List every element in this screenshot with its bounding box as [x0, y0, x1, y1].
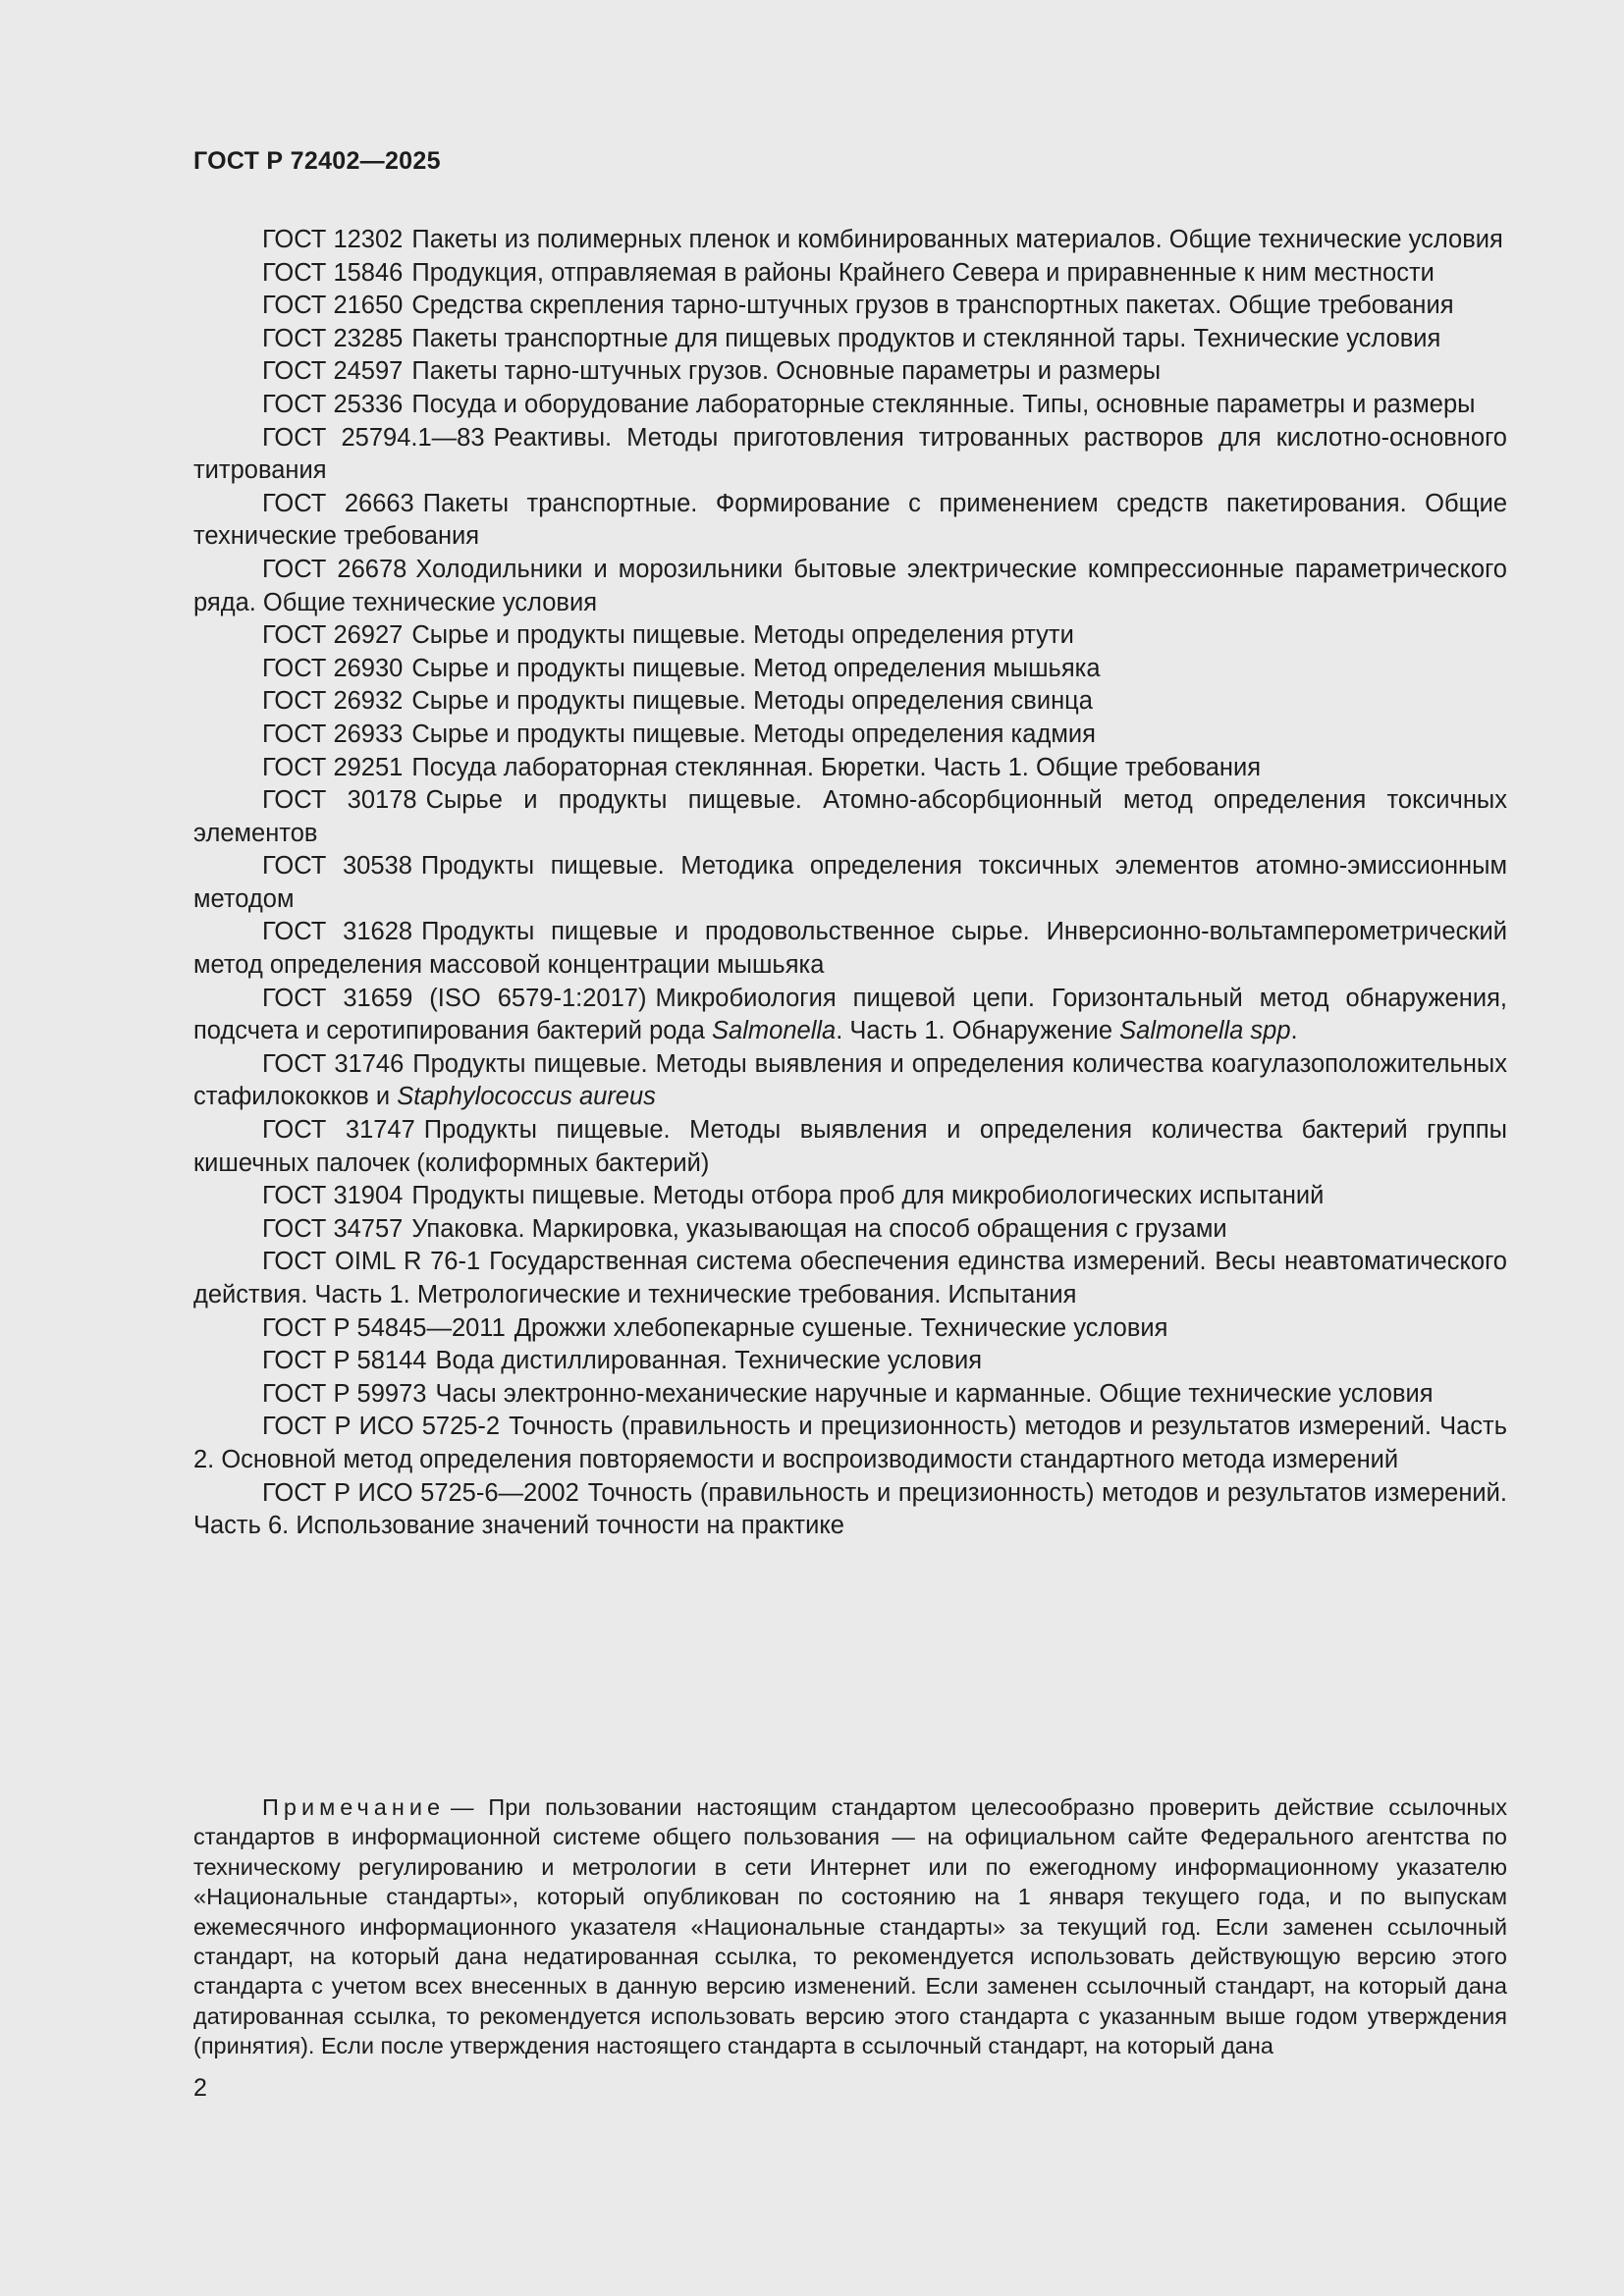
reference-item — [193, 1378, 1507, 1412]
reference-code: ГОСТ 29251 — [262, 753, 404, 781]
reference-title: Продукты пищевые. Методы выявления и определения количества коагулазоположительных стафилококков и — [193, 1049, 1507, 1111]
reference-item — [193, 1048, 1507, 1114]
reference-item — [193, 983, 1507, 1048]
reference-item — [193, 554, 1507, 619]
reference-item — [193, 1477, 1507, 1543]
reference-item — [193, 355, 1507, 389]
reference-code: ГОСТ 26933 — [262, 720, 404, 748]
reference-code: ГОСТ Р ИСО 5725-6—2002 — [262, 1478, 579, 1507]
reference-item — [193, 784, 1507, 850]
reference-code: ГОСТ 31628 — [262, 918, 413, 946]
reference-item — [193, 488, 1507, 554]
reference-code: ГОСТ 30178 — [262, 786, 417, 815]
reference-title: Средства скрепления тарно-штучных грузов в транспортных пакетах. Общие требования — [411, 292, 1454, 320]
reference-code: ГОСТ 26927 — [262, 621, 404, 650]
reference-code: ГОСТ 31904 — [262, 1182, 404, 1210]
reference-item — [193, 653, 1507, 686]
reference-title: Продукты пищевые. Методика определения токсичных элементов атомно-эмиссионным методом — [193, 852, 1507, 913]
reference-code: ГОСТ 31659 (ISO 6579-1:2017) — [262, 984, 647, 1012]
reference-code: ГОСТ 15846 — [262, 258, 404, 287]
reference-item — [193, 224, 1507, 257]
reference-title: Точность (правильность и прецизионность) методов и результатов измерений. Часть 2. Основной метод определения повторяемости и воспроизводимости стандартного метода измерений — [193, 1413, 1508, 1473]
reference-title: Сырье и продукты пищевые. Методы определения кадмия — [411, 720, 1096, 748]
reference-code: ГОСТ 12302 — [262, 226, 404, 253]
reference-code: ГОСТ Р ИСО 5725-2 — [262, 1413, 501, 1441]
reference-code: ГОСТ 21650 — [262, 292, 404, 320]
reference-code: ГОСТ 25794.1—83 — [262, 423, 485, 452]
reference-code: ГОСТ 24597 — [262, 357, 404, 386]
reference-title: Пакеты тарно-штучных грузов. Основные параметры и размеры — [411, 357, 1162, 386]
reference-item — [193, 290, 1507, 323]
reference-title: . Часть 1. Обнаружение — [836, 1017, 1120, 1045]
reference-item — [193, 916, 1507, 982]
reference-title: Посуда и оборудование лабораторные стеклянные. Типы, основные параметры и размеры — [411, 390, 1476, 418]
reference-code: ГОСТ 30538 — [262, 852, 412, 881]
reference-item — [193, 1180, 1507, 1213]
reference-title: Продукция, отправляемая в районы Крайнего Севера и приравненные к ним местности — [411, 258, 1435, 287]
reference-item — [193, 1411, 1507, 1476]
reference-code: ГОСТ 26678 — [262, 555, 407, 583]
reference-title: Государственная система обеспечения единства измерений. Весы неавтоматического действия. Часть 1. Метрологические и технические требования. Испытания — [193, 1248, 1507, 1308]
reference-title: Пакеты транспортные. Формирование с применением средств пакетирования. Общие технические требования — [193, 489, 1508, 551]
reference-title-italic: Salmonella — [712, 1017, 837, 1045]
reference-title: Точность (правильность и прецизионность) методов и результатов измерений. Часть 6. Использование значений точности на практике — [193, 1478, 1507, 1540]
reference-title: Продукты пищевые. Методы отбора проб для микробиологических испытаний — [411, 1182, 1325, 1210]
reference-code: ГОСТ 26932 — [262, 687, 404, 716]
reference-item — [193, 1213, 1507, 1247]
reference-code: ГОСТ 26663 — [262, 489, 414, 517]
reference-item — [193, 257, 1507, 291]
page-number: 2 — [193, 2074, 207, 2102]
reference-code: ГОСТ 25336 — [262, 390, 404, 418]
reference-item — [193, 752, 1507, 785]
reference-code: ГОСТ 23285 — [262, 324, 404, 352]
reference-title: . — [1290, 1017, 1298, 1045]
reference-code: ГОСТ Р 58144 — [262, 1347, 427, 1375]
reference-item — [193, 389, 1507, 422]
reference-title: Сырье и продукты пищевые. Методы определения свинца — [411, 687, 1093, 716]
reference-code: ГОСТ 34757 — [262, 1214, 404, 1243]
document-header: ГОСТ Р 72402—2025 — [193, 147, 441, 175]
reference-title: Сырье и продукты пищевые. Методы определения ртути — [411, 621, 1074, 650]
reference-item — [193, 850, 1507, 916]
reference-item — [193, 1114, 1507, 1180]
reference-code: ГОСТ 26930 — [262, 654, 404, 682]
note-label: Примечание — [262, 1794, 446, 1820]
reference-code: ГОСТ 31747 — [262, 1116, 415, 1145]
reference-code: ГОСТ 31746 — [262, 1049, 405, 1078]
normative-references-list — [193, 224, 1507, 1543]
reference-code: ГОСТ Р 59973 — [262, 1379, 427, 1408]
reference-title: Сырье и продукты пищевые. Атомно-абсорбционный метод определения токсичных элементов — [193, 786, 1507, 847]
reference-code: ГОСТ OIML R 76-1 — [262, 1248, 481, 1276]
reference-title: Часы электронно-механические наручные и карманные. Общие технические условия — [435, 1379, 1434, 1408]
reference-title: Пакеты из полимерных пленок и комбинированных материалов. Общие технические условия — [411, 226, 1503, 253]
reference-item — [193, 619, 1507, 653]
reference-item — [193, 1246, 1507, 1311]
reference-title-italic: Salmonella spp — [1119, 1017, 1291, 1045]
reference-title: Продукты пищевые. Методы выявления и определения количества бактерий группы кишечных палочек (колиформных бактерий) — [193, 1116, 1507, 1177]
note-text: — При пользовании настоящим стандартом целесообразно проверить действие ссылочных стандартов в информационной системе общего пользования — на официальном сайте Федерального агентства по техническому регулированию и метрологии в сети Интернет или по ежегодному информационному указателю «Национальные стандарты», который опубликован по состоянию на 1 января текущего года, и по выпускам ежемесячного информационного указателя «Национальные стандарты» за текущий год. Если заменен ссылочный стандарт, на который дана недатированная ссылка, то рекомендуется использовать действующую версию этого стандарта с учетом всех внесенных в данную версию изменений. Если заменен ссылочный стандарт, на который дана датированная ссылка, то рекомендуется использовать версию этого стандарта с указанным выше годом утверждения (принятия). Если после утверждения настоящего стандарта в ссылочный стандарт, на который дана — [193, 1794, 1507, 2059]
reference-title: Дрожжи хлебопекарные сушеные. Технические условия — [514, 1313, 1168, 1342]
reference-title: Микробиология пищевой цепи. Горизонтальный метод обнаружения, подсчета и серотипирования бактерий рода — [193, 984, 1507, 1045]
reference-item — [193, 719, 1507, 752]
reference-title: Вода дистиллированная. Технические условия — [435, 1347, 983, 1375]
reference-title: Упаковка. Маркировка, указывающая на способ обращения с грузами — [411, 1214, 1227, 1243]
reference-item — [193, 1312, 1507, 1346]
reference-item — [193, 685, 1507, 719]
reference-item — [193, 422, 1507, 488]
note-paragraph — [193, 1792, 1507, 2061]
reference-title: Продукты пищевые и продовольственное сырье. Инверсионно-вольтамперометрический метод определения массовой концентрации мышьяка — [193, 918, 1507, 980]
reference-title: Холодильники и морозильники бытовые электрические компрессионные параметрического ряда. Общие технические условия — [193, 555, 1507, 616]
reference-title-italic: Staphylococcus aureus — [397, 1083, 656, 1111]
reference-code: ГОСТ Р 54845—2011 — [262, 1313, 506, 1342]
reference-title: Реактивы. Методы приготовления титрованных растворов для кислотно-основного титрования — [193, 423, 1507, 485]
reference-title: Сырье и продукты пищевые. Метод определения мышьяка — [411, 654, 1101, 682]
reference-item — [193, 323, 1507, 356]
reference-title: Пакеты транспортные для пищевых продуктов и стеклянной тары. Технические условия — [411, 324, 1441, 352]
reference-title: Посуда лабораторная стеклянная. Бюретки. Часть 1. Общие требования — [411, 753, 1262, 781]
reference-item — [193, 1345, 1507, 1378]
